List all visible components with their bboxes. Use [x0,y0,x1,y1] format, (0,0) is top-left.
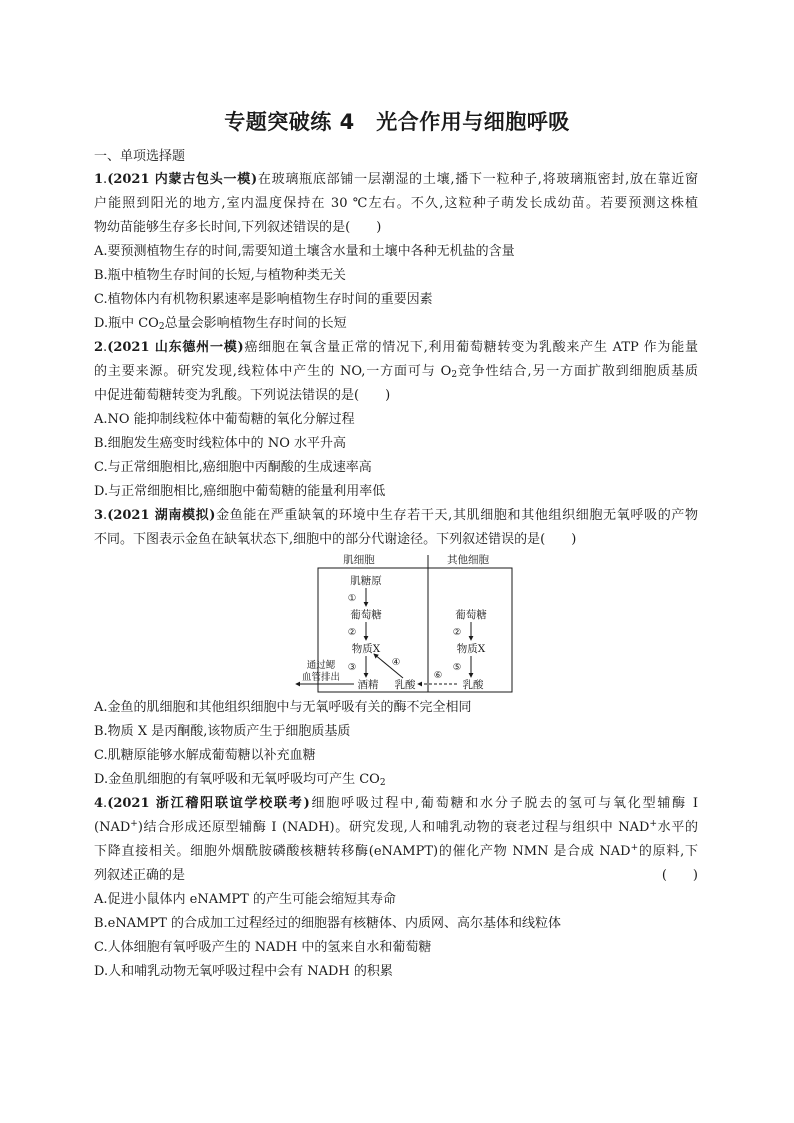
q3-stem-line-1: 3.(2021 湖南模拟)金鱼能在严重缺氧的环境中生存若干天,其肌细胞和其他组织细胞无氧呼吸的产物 [94,508,698,523]
substance-x-left: 物质X [351,643,381,655]
q2-text-2b: 竞争性结合,另一方面扩散到细胞质基质 [457,364,698,379]
step-2-left: ② [347,627,357,638]
step-3: ③ [347,662,357,673]
q3-option-d-subscript: 2 [379,778,386,788]
q1-option-d-text-1: D.瓶中 CO [94,316,159,331]
q1-stem-line-2: 户能照到阳光的地方,室内温度保持在 30 ℃左右。不久,这粒种子萌发长成幼苗。若要预测这株植 [94,196,698,211]
q2-text-1: 癌细胞在氧含量正常的情况下,利用葡萄糖转变为乳酸来产生 ATP 作为能量 [243,340,699,355]
q4-text-3a: 下降直接相关。细胞外烟酰胺磷酸核糖转移酶(eNAMPT)的催化产物 NMN 是合成 NAD [94,844,631,859]
q4-option-a: A.促进小鼠体内 eNAMPT 的产生可能会缩短其寿命 [94,892,396,907]
q3-option-d-text: D.金鱼肌细胞的有氧呼吸和无氧呼吸均可产生 CO [94,772,380,787]
step-6: ⑥ [433,670,443,681]
q4-text-2c: 水平的 [656,820,698,835]
step-2-right: ② [452,627,462,638]
step-5: ⑤ [452,662,462,673]
step-1: ① [347,593,357,604]
q2-text-2a: 的主要来源。研究发现,线粒体中产生的 NO,一方面可与 O [94,364,452,379]
q3-option-c: C.肌糖原能够水解成葡萄糖以补充血糖 [94,748,316,763]
glucose-right-label: 葡萄糖 [455,609,487,621]
q3-stem-line-2: 不同。下图表示金鱼在缺氧状态下,细胞中的部分代谢途径。下列叙述错误的是( ) [94,532,577,547]
q4-stem-line-3 [94,844,698,860]
q2-subscript: 2 [451,370,458,380]
q4-text-2b: )结合形成还原型辅酶 Ⅰ (NADH)。研究发现,人和哺乳动物的衰老过程与组织中 NAD [137,820,650,835]
metabolism-diagram [292,550,514,693]
q4-sup-2: + [649,819,657,829]
q1-option-d-text-2: 总量会影响植物生存时间的长短 [164,316,347,331]
q4-stem-line-4: 列叙述正确的是 [94,868,186,883]
glycogen-label: 肌糖原 [350,575,382,587]
q3-text-1: 金鱼能在严重缺氧的环境中生存若干天,其肌细胞和其他组织细胞无氧呼吸的产物 [215,508,698,523]
q4-answer-parentheses: ( ) [661,868,698,883]
substance-x-right: 物质X [456,643,486,655]
q1-source: (2021 内蒙古包头一模) [107,172,258,187]
q1-stem-line-3: 物幼苗能够生存多长时间,下列叙述错误的是( ) [94,220,382,235]
q1-text-1: 在玻璃瓶底部铺一层潮湿的土壤,播下一粒种子,将玻璃瓶密封,放在靠近窗 [257,172,698,187]
q2-option-c: C.与正常细胞相比,癌细胞中丙酮酸的生成速率高 [94,460,372,475]
q2-stem-line-2 [94,364,698,380]
section-heading: 一、单项选择题 [94,149,186,164]
exit-label-1: 通过鳃 [306,660,336,671]
q4-number: 4 [94,796,104,811]
q4-option-d: D.人和哺乳动物无氧呼吸过程中会有 NADH 的积累 [94,964,393,979]
q3-source: (2021 湖南模拟) [107,508,216,523]
q3-option-d [94,772,386,788]
lactic-acid-right-label: 乳酸 [462,679,484,691]
q2-number: 2 [94,340,104,355]
q2-stem-line-3: 中促进葡萄糖转变为乳酸。下列说法错误的是( ) [94,388,391,403]
q1-stem-line-1: 1.(2021 内蒙古包头一模)在玻璃瓶底部铺一层潮湿的土壤,播下一粒种子,将玻璃瓶密封,放在靠近窗 [94,172,698,187]
q2-stem-line-1: 2.(2021 山东德州一模)癌细胞在氧含量正常的情况下,利用葡萄糖转变为乳酸来产生 ATP 作为能量 [94,340,699,355]
glucose-left-label: 葡萄糖 [350,609,382,621]
q3-number: 3 [94,508,104,523]
q1-option-d-subscript: 2 [158,322,165,332]
q1-option-d [94,316,347,332]
q1-option-a: A.要预测植物生存的时间,需要知道土壤含水量和土壤中各种无机盐的含量 [94,244,515,259]
exit-label-2: 血管排出 [301,672,341,683]
q2-option-b: B.细胞发生癌变时线粒体中的 NO 水平升高 [94,436,346,451]
q1-number: 1 [94,172,104,187]
q2-source: (2021 山东德州一模) [107,340,244,355]
q4-sup-1: + [130,819,138,829]
header-other-cell: 其他细胞 [447,554,489,566]
alcohol-label: 酒精 [357,679,379,691]
q4-option-b: B.eNAMPT 的合成加工过程经过的细胞器有核糖体、内质网、高尔基体和线粒体 [94,916,562,931]
q4-sup-3: + [630,843,639,853]
q4-text-1: 细胞呼吸过程中,葡萄糖和水分子脱去的氢可与氧化型辅酶 Ⅰ [309,796,699,811]
q1-option-c: C.植物体内有机物积累速率是影响植物生存时间的重要因素 [94,292,433,307]
q4-stem-line-1: 4.(2021 浙江稽阳联谊学校联考)细胞呼吸过程中,葡萄糖和水分子脱去的氢可与氧化型辅酶 Ⅰ [94,796,699,811]
page-title: 专题突破练 4 光合作用与细胞呼吸 [224,110,570,134]
q3-option-a: A.金鱼的肌细胞和其他组织细胞中与无氧呼吸有关的酶不完全相同 [94,700,472,715]
q1-option-b: B.瓶中植物生存时间的长短,与植物种类无关 [94,268,346,283]
step-4: ④ [391,657,401,668]
q4-source: (2021 浙江稽阳联谊学校联考) [107,796,310,811]
lactic-acid-left-label: 乳酸 [394,679,416,691]
q4-text-3b: 的原料,下 [638,844,698,859]
q4-option-c: C.人体细胞有氧呼吸产生的 NADH 中的氢来自水和葡萄糖 [94,940,432,955]
q4-stem-line-2 [94,820,698,836]
header-muscle-cell: 肌细胞 [343,554,375,566]
q2-option-d: D.与正常细胞相比,癌细胞中葡萄糖的能量利用率低 [94,484,386,499]
q2-option-a: A.NO 能抑制线粒体中葡萄糖的氧化分解过程 [94,412,355,427]
q3-option-b: B.物质 X 是丙酮酸,该物质产生于细胞质基质 [94,724,351,739]
q4-text-2a: (NAD [94,820,131,835]
